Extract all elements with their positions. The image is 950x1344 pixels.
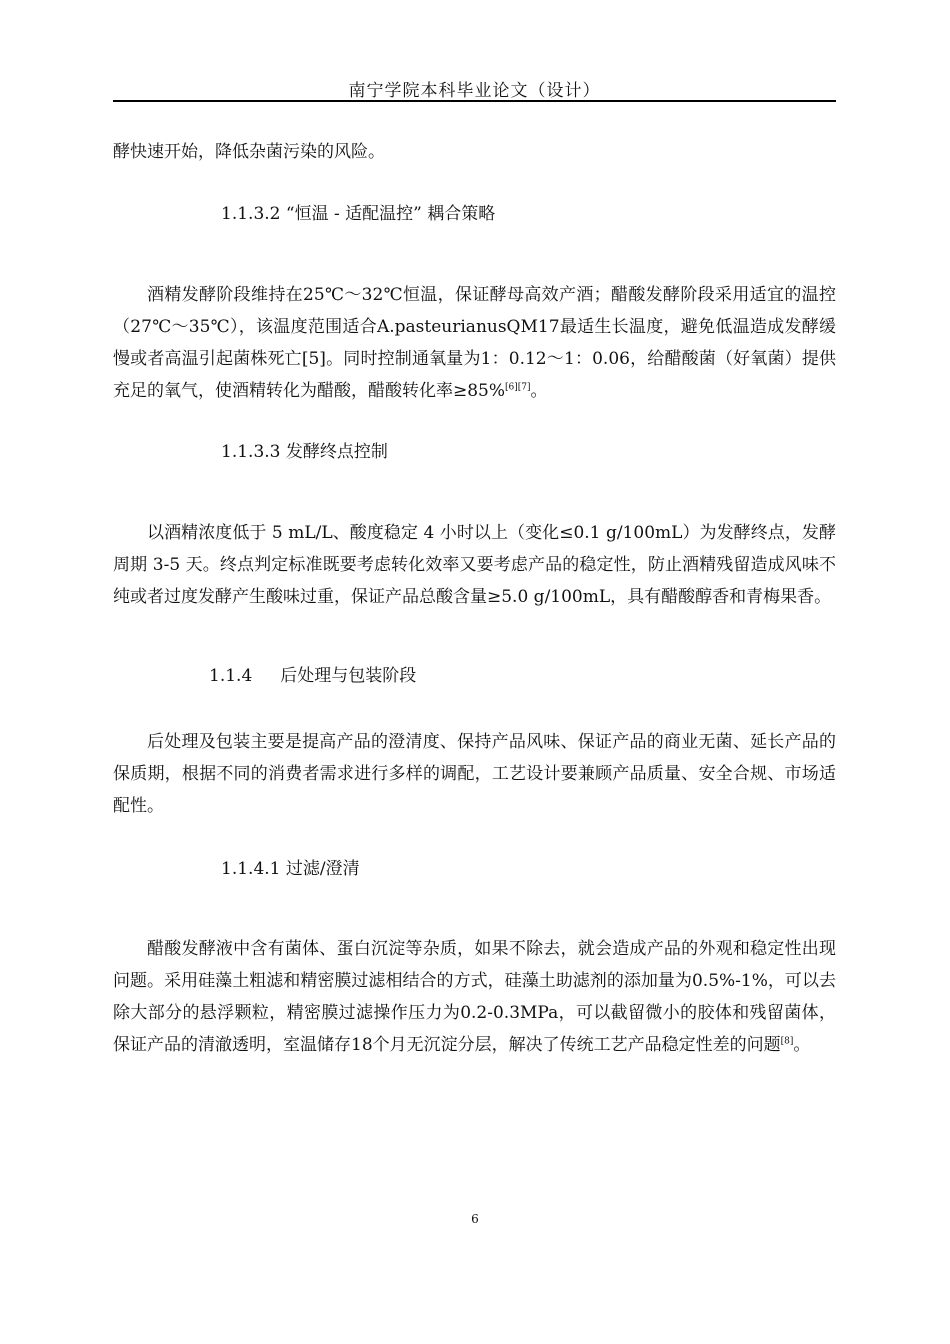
page-header-title: 南宁学院本科毕业论文（设计） [348,81,601,101]
paragraph-body [113,933,836,1061]
paragraph-text: 醋酸发酵液中含有菌体、蛋白沉淀等杂质，如果不除去，就会造成产品的外观和稳定性出现问题。采用硅藻土粗滤和精密膜过滤相结合的方式，硅藻土助滤剂的添加量为0.5%-1%，可以去除大部分的悬浮颗粒，精密膜过滤操作压力为0.2-0.3MPa，可以截留微小的胶体和残留菌体，保证产品的清澈透明，室温储存18个月无沉淀分层，解决了传统工艺产品稳定性差的问题 [113,939,836,1055]
paragraph-temperature-control [113,279,836,407]
paragraph-end: 。 [793,1035,811,1055]
paragraph-filtration [113,933,836,1061]
paragraph-continuation [113,136,836,168]
section-heading-1-1-3-2 [221,198,821,230]
heading-text: 1.1.3.3 发酵终点控制 [221,442,388,462]
paragraph-post-processing [113,726,836,822]
paragraph-text: 后处理及包装主要是提高产品的澄清度、保持产品风味、保证产品的商业无菌、延长产品的保质期，根据不同的消费者需求进行多样的调配，工艺设计要兼顾产品质量、安全合规、市场适配性。 [113,732,836,816]
heading-text: 后处理与包装阶段 [280,666,417,686]
header-divider [113,100,836,102]
paragraph-body [113,279,836,407]
paragraph-end: 。 [530,381,548,401]
heading-number: 1.1.4 [209,666,253,686]
heading-text: 1.1.4.1 过滤/澄清 [221,859,360,879]
paragraph-text: 以酒精浓度低于 5 mL/L、酸度稳定 4 小时以上（变化≤0.1 g/100mL）为发酵终点，发酵周期 3-5 天。终点判定标准既要考虑转化效率又要考虑产品的稳定性，防止酒精残留造成风味不纯或者过度发酵产生酸味过重，保证产品总酸含量≥5.0 g/100mL，具有醋酸醇香和青梅果香。 [113,523,836,607]
paragraph-text: 酵快速开始，降低杂菌污染的风险。 [113,142,385,162]
citation: [8] [780,1036,794,1047]
citation: [6][7] [505,382,531,393]
section-heading-1-1-4 [209,660,809,692]
paragraph-text: 酒精发酵阶段维持在25℃～32℃恒温，保证酵母高效产酒；醋酸发酵阶段采用适宜的温控（27℃～35℃），该温度范围适合A.pasteurianusQM17最适生长温度，避免低温造成发酵缓慢或者高温引起菌株死亡[5]。同时控制通氧量为1：0.12～1：0.06，给醋酸菌（好氧菌）提供充足的氧气，使酒精转化为醋酸，醋酸转化率≥85% [113,285,836,401]
heading-text: 1.1.3.2 “恒温 - 适配温控” 耦合策略 [221,204,496,224]
page-number: 6 [471,1212,479,1226]
paragraph-endpoint-control [113,517,836,613]
section-heading-1-1-3-3 [221,436,821,468]
section-heading-1-1-4-1 [221,853,821,885]
